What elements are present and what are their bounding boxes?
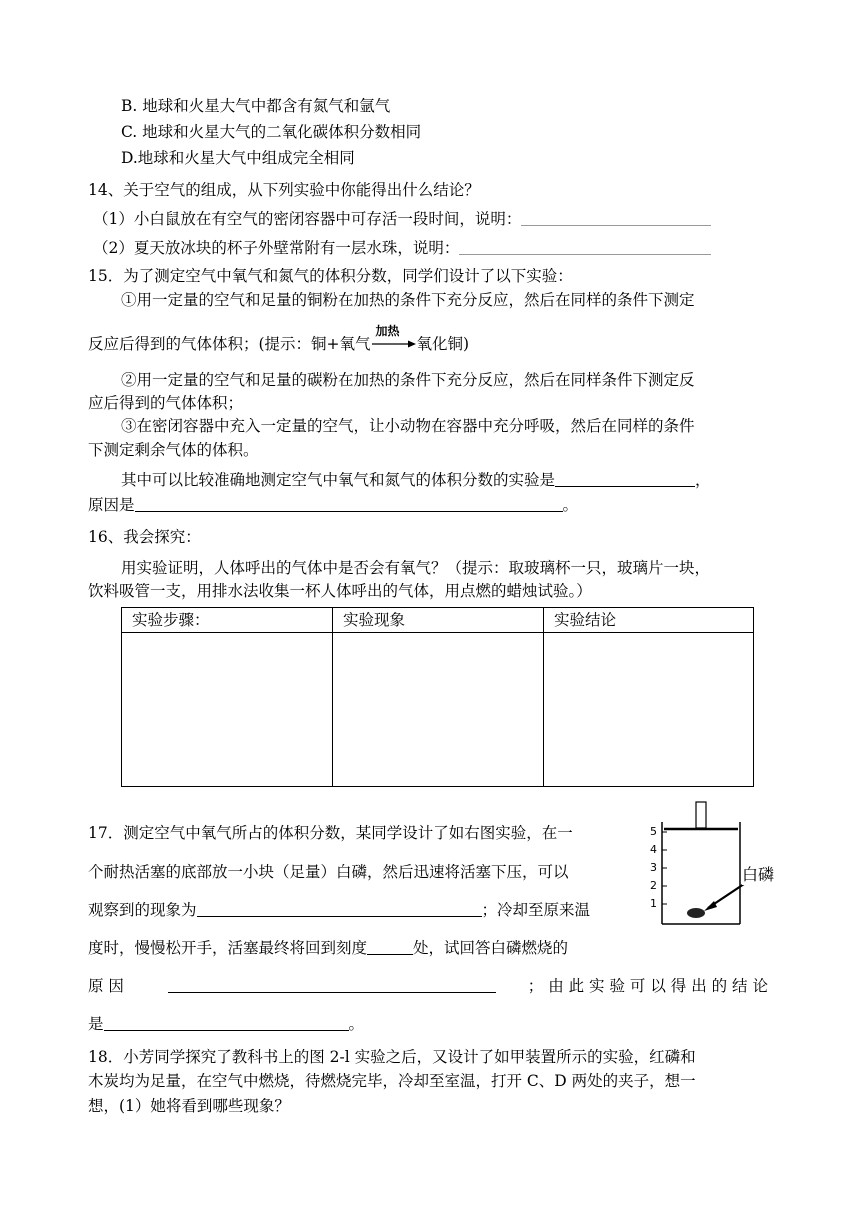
q16-title: 16、我会探究： <box>88 528 201 546</box>
q17-line4-text: 度时，慢慢松开手，活塞最终将回到刻度 <box>88 939 368 957</box>
white-phosphorus-label: 白磷 <box>742 862 774 885</box>
q15-method3-line1: ③在密闭容器中充入一定量的空气，让小动物在容器中充分呼吸，然后在同样的条件 <box>121 417 695 435</box>
header-steps: 实验步骤： <box>122 608 333 633</box>
q14-item1 <box>93 209 711 229</box>
q15-reason-blank[interactable] <box>135 495 563 512</box>
cell-conclusion[interactable] <box>544 633 754 787</box>
q18-line2: 木炭均为足量，在空气中燃烧，待燃烧完毕，冷却至室温，打开 C、D 两处的夹子，想一 <box>88 1072 696 1090</box>
q15-title: 15．为了测定空气中氧气和氮气的体积分数，同学们设计了以下实验： <box>88 267 573 285</box>
q15-method2-line1: ②用一定量的空气和足量的碳粉在加热的条件下充分反应，然后在同样条件下测定反 <box>121 371 695 389</box>
q17-scale-blank[interactable] <box>367 938 413 955</box>
q17-line1: 17．测定空气中氧气所占的体积分数，某同学设计了如右图实验，在一 <box>88 824 573 842</box>
cell-steps[interactable] <box>122 633 333 787</box>
q15-period: 。 <box>562 496 579 514</box>
q14-item1-text: （1）小白鼠放在有空气的密闭容器中可存活一段时间，说明： <box>93 210 522 228</box>
q14-title: 14、关于空气的组成，从下列实验中你能得出什么结论？ <box>88 181 480 199</box>
q17-line4-end: 处，试回答白磷燃烧的 <box>413 939 569 957</box>
experiment-table <box>121 607 754 787</box>
q17-line6-end: 。 <box>348 1015 365 1033</box>
q17-conclusion-blank[interactable] <box>104 1014 349 1031</box>
q18-line3: 想，(1）她将看到哪些现象？ <box>88 1097 290 1115</box>
header-phenomena: 实验现象 <box>333 608 544 633</box>
q17-line3 <box>88 900 590 920</box>
q14-item2-blank[interactable] <box>459 238 711 255</box>
q15-method2-line2: 应后得到的气体体积； <box>88 394 244 412</box>
piston-figure <box>640 800 785 930</box>
q15-method1-line2 <box>88 324 470 354</box>
q15-question <box>121 470 711 490</box>
option-c: C. 地球和火星大气的二氧化碳体积分数相同 <box>121 123 422 141</box>
q17-line3-end: ；冷却至原来温 <box>481 901 591 919</box>
q17-line5 <box>88 976 768 996</box>
q17-line4 <box>88 938 568 958</box>
q16-para1: 用实验证明，人体呼出的气体中是否会有氧气？（提示：取玻璃杯一只，玻璃片一块， <box>121 559 711 577</box>
q14-item1-blank[interactable] <box>521 209 711 226</box>
q17-reason-label: 原 因 <box>88 977 124 995</box>
option-d: D.地球和火星大气中组成完全相同 <box>121 149 355 167</box>
q17-line5-end: ； 由 此 实 验 可 以 得 出 的 结 论 <box>527 977 768 995</box>
q17-phenomenon-blank[interactable] <box>197 900 482 917</box>
q15-question-text: 其中可以比较准确地测定空气中氧气和氮气的体积分数的实验是 <box>121 471 556 489</box>
q14-item2-text: （2）夏天放冰块的杯子外壁常附有一层水珠，说明： <box>93 239 460 257</box>
scale-5: 5 <box>650 825 657 838</box>
reaction-arrow <box>372 324 416 351</box>
cell-phenomena[interactable] <box>333 633 544 787</box>
q17-line3-text: 观察到的现象为 <box>88 901 197 919</box>
q14-item2 <box>93 238 711 258</box>
q17-line2: 个耐热活塞的底部放一小块（足量）白磷，然后迅速将活塞下压，可以 <box>88 863 569 881</box>
scale-4: 4 <box>650 843 657 856</box>
q15-method3-line2: 下测定剩余气体的体积。 <box>88 441 259 459</box>
scale-1: 1 <box>650 897 657 910</box>
q17-reason-blank[interactable] <box>168 976 496 993</box>
q15-reason-label: 原因是 <box>88 496 135 514</box>
q17-line6 <box>88 1014 364 1034</box>
option-b: B. 地球和火星大气中都含有氮气和氩气 <box>121 97 391 115</box>
scale-3: 3 <box>650 861 657 874</box>
q15-comma: ， <box>695 471 711 489</box>
arrow-icon <box>372 340 416 348</box>
header-conclusion: 实验结论 <box>544 608 754 633</box>
q15-method1-product: 氧化铜) <box>416 335 470 353</box>
q15-reason <box>88 495 578 515</box>
q18-line1: 18．小芳同学探究了教科书上的图 2-l 实验之后，又设计了如甲装置所示的实验，红磷和 <box>88 1048 696 1066</box>
q15-method1-text: 反应后得到的气体体积；(提示：铜+氧气 <box>88 335 371 353</box>
heat-label: 加热 <box>375 324 400 338</box>
q15-method1-line1: ①用一定量的空气和足量的铜粉在加热的条件下充分反应，然后在同样的条件下测定 <box>121 291 695 309</box>
q17-conclusion-label: 是 <box>88 1015 104 1033</box>
q16-para2: 饮料吸管一支，用排水法收集一杯人体呼出的气体，用点燃的蜡烛试验。） <box>88 582 592 600</box>
scale-2: 2 <box>650 879 657 892</box>
q15-answer-blank[interactable] <box>555 470 695 487</box>
